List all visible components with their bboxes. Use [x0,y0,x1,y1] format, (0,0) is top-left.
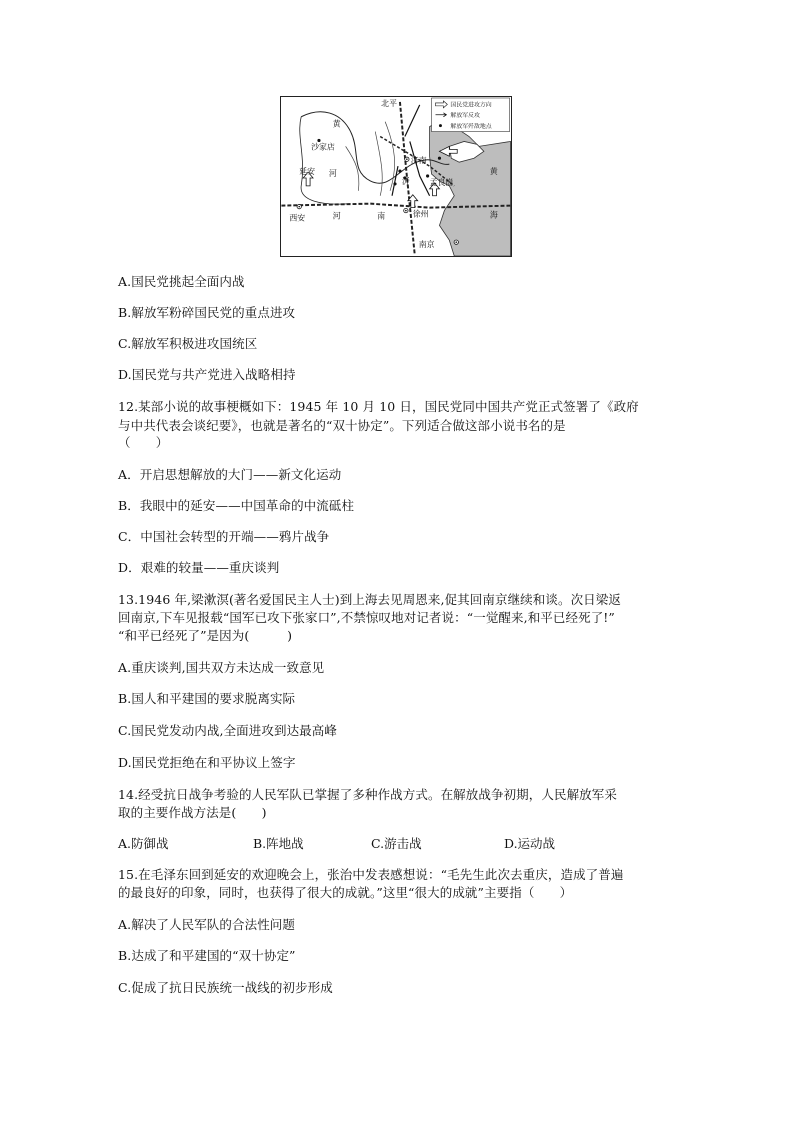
q12-option-a: A．开启思想解放的大门——新文化运动 [118,467,342,482]
q13-option-b: B.国人和平建国的要求脱离实际 [118,691,296,706]
river-branch [300,117,351,204]
q12-option-d: D．艰难的较量——重庆谈判 [118,560,280,575]
label-shajiadian: 沙家店 [311,142,335,152]
legend-pla-counter: 解放军反攻 [450,113,480,120]
battle-site [438,157,441,160]
label-beiping: 北平 [381,98,397,108]
q12-option-c: C．中国社会转型的开端——鸦片战争 [118,529,330,544]
q13-option-a: A.重庆谈判,国共双方未达成一致意见 [118,660,325,675]
label-jinan: 济南 [410,156,427,166]
war-map-figure [280,96,512,257]
q11-option-a: A.国民党挑起全面内战 [118,274,245,289]
label-xuzhou: 徐州 [412,209,429,219]
label-hai-sea: 海 [489,210,498,220]
label-huang-sea: 黄 [489,167,498,177]
label-nan: 南 [377,211,386,221]
war-map-svg [281,97,511,256]
label-nanjing: 南京 [418,240,435,250]
q12-option-b: B．我眼中的延安——中国革命的中流砥柱 [118,498,355,513]
q15-option-a: A.解决了人民军队的合法性问题 [118,917,296,932]
q11-option-c: C.解放军积极进攻国统区 [118,336,258,351]
q13-stem-line-1: 13.1946 年,梁漱溟(著名爱国民主人士)到上海去见周恩来,促其回南京继续和谈。次日梁返 [118,592,621,607]
city-xian-dot [298,206,300,208]
q14-option-b: B.阵地战 [253,836,304,851]
q14-option-a: A.防御战 [118,836,169,851]
q11-option-d: D.国民党与共产党进入战略相持 [118,367,296,382]
ridge-3 [346,146,359,190]
q13-stem-line-2: 回南京,下车见报载“国军已攻下张家口”,不禁惊叹地对记者说：“一觉醒来,和平已经死了!” [118,610,615,625]
label-xian: 西安 [289,213,306,223]
city-nanjing-dot [455,241,457,243]
legend-kmt-attack: 国民党进攻方向 [450,102,492,109]
q14-option-d: D.运动战 [504,836,556,851]
label-yimeng: 沂 [401,176,410,186]
sea-area [430,119,511,256]
q15-option-b: B.达成了和平建国的“双十协定” [118,948,296,963]
label-mengliangu: 孟良崮 [429,177,454,187]
q15-option-c: C.促成了抗日民族统一战线的初步形成 [118,980,333,995]
q13-option-d: D.国民党拒绝在和平协议上签字 [118,755,296,770]
q12-stem-line-1: 12.某部小说的故事梗概如下：1945 年 10 月 10 日，国民党同中国共产党正式签署了《政府 [118,399,639,414]
legend-pla-site: 解放军歼敌地点 [450,124,492,131]
label-he-2: 河 [332,211,341,221]
counter-arrow-1 [405,105,420,137]
q13-option-c: C.国民党发动内战,全面进攻到达最高峰 [118,723,337,738]
q11-option-b: B.解放军粉碎国民党的重点进攻 [118,305,296,320]
q12-stem-line-2: 与中共代表会谈纪要》，也就是著名的“双十协定”。下列适合做这部小说书名的是 [118,418,566,433]
counter-arrow-2 [410,141,430,195]
city-jinan-dot [406,158,408,160]
q12-stem-line-3: （ ） [118,435,169,450]
battle-site [393,182,396,185]
q14-option-c: C.游击战 [371,836,422,851]
city-xuzhou-dot [405,210,407,212]
q13-stem-line-3: “和平已经死了”是因为( ) [118,628,293,643]
label-yanan: 延安 [299,167,316,177]
ridge-1 [375,132,382,196]
q15-stem-line-1: 15.在毛泽东回到延安的欢迎晚会上，张治中发表感想说：“毛先生此次去重庆，造成了普遍 [118,867,624,882]
legend-dot-icon [439,124,442,127]
q15-stem-line-2: 的最良好的印象，同时，也获得了很大的成就。”这里“很大的成就”主要指（ ） [118,885,573,900]
label-huang-river: 黄 [332,119,341,129]
q14-stem-line-1: 14.经受抗日战争考验的人民军队已掌握了多种作战方式。在解放战争初期，人民解放军采 [118,787,617,802]
battle-site [398,169,401,172]
label-he-1: 河 [328,169,337,179]
q14-stem-line-2: 取的主要作战方法是( ) [118,805,267,820]
